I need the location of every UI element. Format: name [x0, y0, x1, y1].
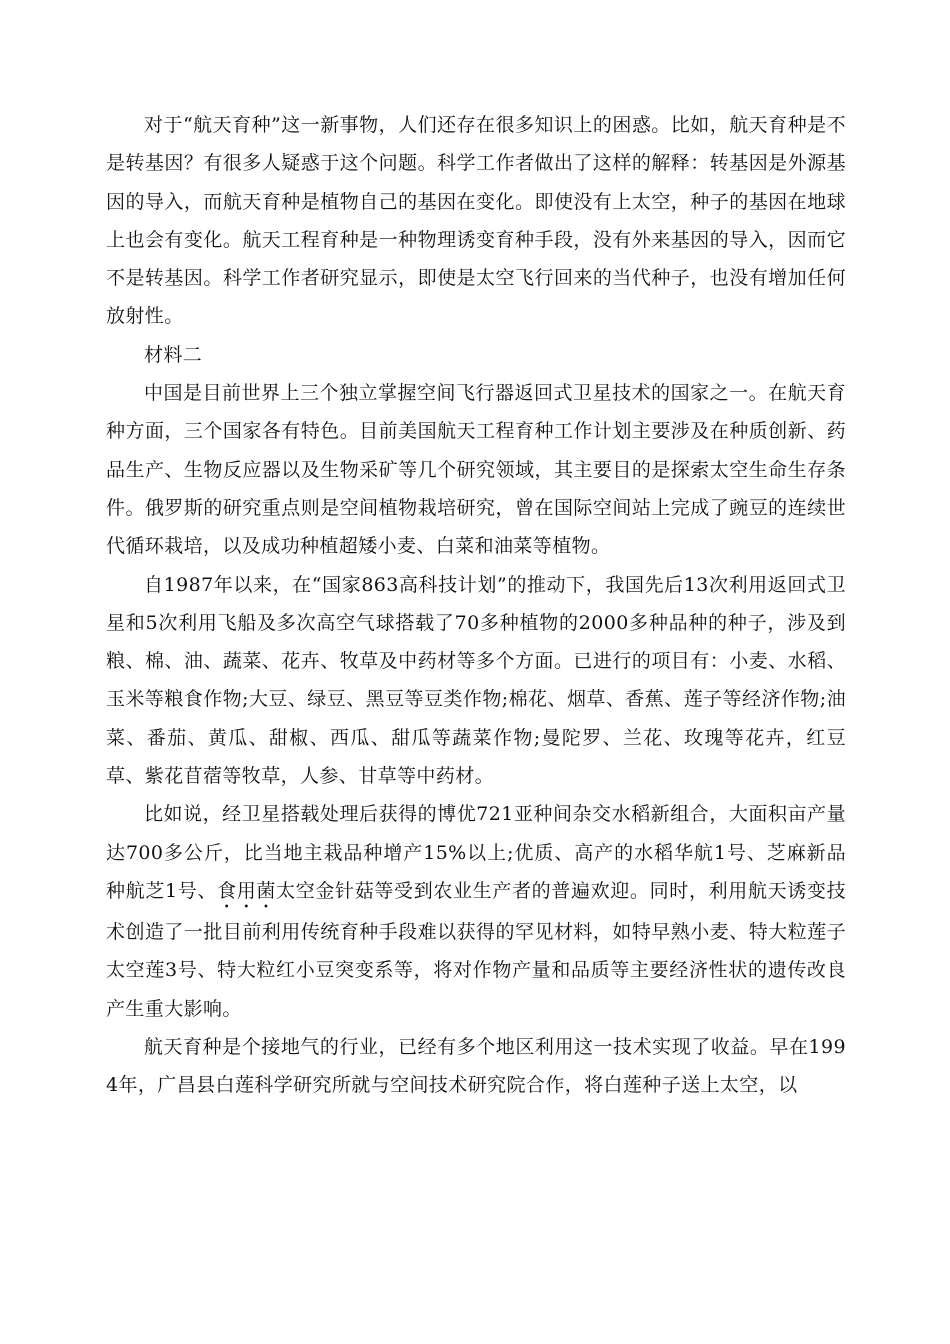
- paragraph-regional-benefits: 航天育种是个接地气的行业，已经有多个地区利用这一技术实现了收益。早在1994年，广昌县白莲科学研究所就与空间技术研究院合作，将白莲种子送上太空，以: [106, 1035, 846, 1097]
- paragraph-china-missions: 自1987年以来，在“国家863高科技计划”的推动下，我国先后13次利用返回式卫星和5次利用飞船及多次高空气球搭载了70多种植物的2000多种品种的种子，涉及到粮、棉、油、蔬菜、花卉、牧草及中药材等多个方面。已进行的项目有：小麦、水稻、玉米等粮食作物;大豆、绿豆、黑豆等豆类作物;棉花、烟草、香蕉、莲子等经济作物;油菜、番茄、黄瓜、甜椒、西瓜、甜瓜等蔬菜作物;曼陀罗、兰花、玫瑰等花卉，红豆草、紫花苜蓿等牧草，人参、甘草等中药材。: [106, 573, 846, 788]
- paragraph-gmo-explanation: 对于“航天育种”这一新事物，人们还存在很多知识上的困惑。比如，航天育种是不是转基因？有很多人疑惑于这个问题。科学工作者做出了这样的解释：转基因是外源基因的导入，而航天育种是植物自己的基因在变化。即使没有上太空，种子的基因在地球上也会有变化。航天工程育种是一种物理诱变育种手段，没有外来基因的导入，因而它不是转基因。科学工作者研究显示，即使是太空飞行回来的当代种子，也没有增加任何放射性。: [106, 114, 846, 328]
- emphasized-term: 食用菌: [217, 879, 277, 902]
- section-heading-material-two: 材料二: [144, 343, 203, 366]
- document-body: [106, 106, 846, 1104]
- paragraph-examples-part2: 太空金针菇等受到农业生产者的普遍欢迎。同时，利用航天诱变技术创造了一批目前利用传统育种手段难以获得的罕见材料，如特早熟小麦、特大粒莲子太空莲3号、特大粒红小豆突变系等，将对作物产量和品质等主要经济性状的遗传改良产生重大影响。: [106, 879, 846, 1020]
- paragraph-examples: [106, 795, 846, 1027]
- paragraph-international-comparison: 中国是目前世界上三个独立掌握空间飞行器返回式卫星技术的国家之一。在航天育种方面，三个国家各有特色。目前美国航天工程育种工作计划主要涉及在种质创新、药品生产、生物反应器以及生物采矿等几个研究领域，其主要目的是探索太空生命生存条件。俄罗斯的研究重点则是空间植物栽培研究，曾在国际空间站上完成了豌豆的连续世代循环栽培，以及成功种植超矮小麦、白菜和油菜等植物。: [106, 382, 846, 558]
- paragraph-examples-part1: 比如说，经卫星搭载处理后获得的博优721亚种间杂交水稻新组合，大面积亩产量达700多公斤，比当地主栽品种增产15%以上;优质、高产的水稻华航1号、芝麻新品种航芝1号、: [106, 803, 846, 902]
